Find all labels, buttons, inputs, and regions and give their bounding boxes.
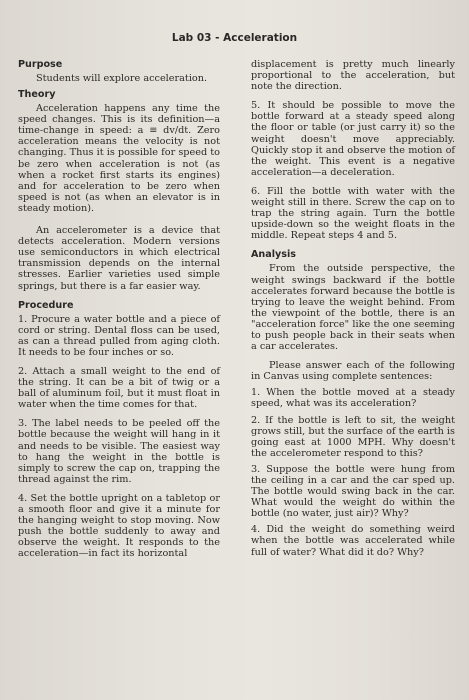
procedure-step-3: 3. The label needs to be peeled off the bottle because the weight will hang in it and needs to be visible. The easiest way to hang the weight in the bottle is simply to screw the cap on, trapping the thread against the rim. <box>18 418 220 485</box>
procedure-heading: Procedure <box>18 299 74 311</box>
theory-paragraph-2: An accelerometer is a device that detects acceleration. Modern versions use semiconductors in which electrical transmission depends on the internal stresses. Earlier varieties used simple springs, but there is a far easier way. <box>18 225 220 292</box>
procedure-step-1: 1. Procure a water bottle and a piece of cord or string. Dental floss can be used, as can a thread pulled from aging cloth. It needs to be four inches or so. <box>18 313 220 358</box>
analysis-paragraph-1: From the outside perspective, the weight swings backward if the bottle accelerates forward because the bottle is trying to leave the weight behind. From the viewpoint of the bottle, there is an "acceleration force" like the one seeming to push people back in their seats when a car accelerates. <box>251 263 455 353</box>
procedure-step-6: 6. Fill the bottle with water with the weight still in there. Screw the cap on to trap the string again. Turn the bottle upside-down so the weight floats in the middle. Repeat steps 4 and 5. <box>251 185 455 242</box>
page-title: Lab 03 - Acceleration <box>171 32 298 44</box>
right-column <box>251 59 455 558</box>
question-1: 1. When the bottle moved at a steady speed, what was its acceleration? <box>251 387 455 410</box>
left-column <box>18 59 220 559</box>
analysis-heading: Analysis <box>251 249 296 261</box>
question-4: 4. Did the weight do something weird when the bottle was accelerated while full of water? What did it do? Why? <box>251 524 455 558</box>
question-2: 2. If the bottle is left to sit, the weight grows still, but the surface of the earth is going east at 1000 MPH. Why doesn't the accelerometer respond to this? <box>251 414 455 459</box>
question-3: 3. Suppose the bottle were hung from the ceiling in a car and the car sped up. The bottle would swing back in the car. What would the weight do within the bottle (no water, just air)? Why? <box>251 463 455 520</box>
procedure-step-4: 4. Set the bottle upright on a tabletop or a smooth floor and give it a minute for the hanging weight to stop moving. Now push the bottle suddenly to away and observe the weight. It responds to the acceleration—in fact its horizontal <box>18 492 220 560</box>
procedure-step-4-continuation: displacement is pretty much linearly proportional to the acceleration, but note the direction. <box>251 59 455 93</box>
procedure-step-5: 5. It should be possible to move the bottle forward at a steady speed along the floor or table (or just carry it) so the weight doesn't move appreciably. Quickly stop it and observe the motion of the weight. This event is a negative acceleration—a deceleration. <box>251 100 455 178</box>
purpose-text: Students will explore acceleration. <box>36 73 208 84</box>
theory-paragraph-1: Acceleration happens any time the speed changes. This is its definition—a time-change in speed: a ≡ dv/dt. Zero acceleration means the velocity is not changing. Thus it is possible for speed to be zero when acceleration is not (as when a rocket first starts its engines) and for acceleration to be zero when speed is not (as when an elevator is in steady motion). <box>18 103 220 214</box>
analysis-paragraph-2: Please answer each of the following in Canvas using complete sentences: <box>251 360 455 383</box>
purpose-heading: Purpose <box>18 59 63 70</box>
procedure-step-2: 2. Attach a small weight to the end of the string. It can be a bit of twig or a ball of aluminum foil, but it must float in water when the time comes for that. <box>18 365 220 411</box>
theory-heading: Theory <box>18 89 56 101</box>
